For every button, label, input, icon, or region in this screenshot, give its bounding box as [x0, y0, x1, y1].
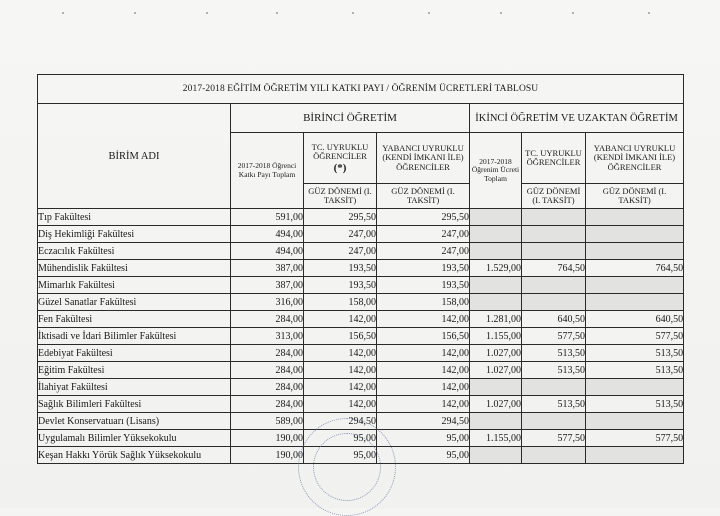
tc-birinci-fee-cell: 193,50 [304, 260, 377, 277]
ogrenim-ucreti-toplam-cell: 1.281,00 [470, 311, 522, 328]
katki-payi-toplam-cell: 494,00 [231, 243, 304, 260]
ogrenim-ucreti-toplam-cell [470, 294, 522, 311]
tc-star-note: (*) [333, 161, 347, 174]
ogrenim-ucreti-toplam-cell [470, 209, 522, 226]
katki-payi-toplam-cell: 190,00 [231, 447, 304, 464]
scan-speck [500, 12, 502, 14]
table-row [38, 209, 684, 226]
tc-ikinci-fee-cell: 513,50 [522, 362, 586, 379]
table-row [38, 311, 684, 328]
yabanci-ikinci-fee-cell [586, 447, 684, 464]
yabanci-birinci-fee-cell: 193,50 [377, 260, 470, 277]
ogrenim-ucreti-toplam-cell [470, 413, 522, 430]
katki-payi-toplam-cell: 591,00 [231, 209, 304, 226]
tc-ikinci-fee-cell: 577,50 [522, 328, 586, 345]
unit-name-cell: Mimarlık Fakültesi [38, 277, 231, 294]
table-row [38, 345, 684, 362]
table-row [38, 362, 684, 379]
yabanci-birinci-fee-cell: 95,00 [377, 430, 470, 447]
katki-payi-toplam-cell: 387,00 [231, 277, 304, 294]
tc-ikinci-fee-cell [522, 209, 586, 226]
unit-name-cell: Mühendislik Fakültesi [38, 260, 231, 277]
yabanci-ikinci-fee-cell [586, 226, 684, 243]
official-stamp [298, 418, 396, 516]
yabanci-birinci-fee-cell: 142,00 [377, 311, 470, 328]
ogrenim-ucreti-toplam-cell: 1.027,00 [470, 362, 522, 379]
scan-speck [648, 12, 650, 14]
scan-speck [276, 12, 278, 14]
yabanci-birinci-fee-cell: 142,00 [377, 396, 470, 413]
unit-name-cell: Edebiyat Fakültesi [38, 345, 231, 362]
yabanci-ikinci-fee-cell: 513,50 [586, 362, 684, 379]
table-row [38, 328, 684, 345]
tc-birinci-fee-cell: 142,00 [304, 345, 377, 362]
guz-donemi-header: GÜZ DÖNEMİ (I. TAKSİT) [304, 184, 377, 209]
ogrenim-ucreti-toplam-cell [470, 243, 522, 260]
unit-name-cell: Fen Fakültesi [38, 311, 231, 328]
scan-speck [428, 12, 430, 14]
ogrenim-ucreti-toplam-cell [470, 447, 522, 464]
yabanci-birinci-fee-cell: 95,00 [377, 447, 470, 464]
tc-birinci-fee-cell: 142,00 [304, 379, 377, 396]
tc-birinci-fee-cell: 193,50 [304, 277, 377, 294]
yabanci-uyruklu-birinci-header: YABANCI UYRUKLU (KENDİ İMKANI İLE) ÖĞRENCİLER [377, 133, 470, 184]
tc-uyruklu-birinci-label: TC. UYRUKLU ÖĞRENCİLER [311, 141, 369, 161]
tc-birinci-fee-cell: 156,50 [304, 328, 377, 345]
yabanci-birinci-fee-cell: 247,00 [377, 226, 470, 243]
yabanci-ikinci-fee-cell [586, 379, 684, 396]
tc-ikinci-fee-cell [522, 277, 586, 294]
scan-specks [0, 12, 720, 22]
ogrenim-ucreti-toplam-cell: 1.529,00 [470, 260, 522, 277]
yabanci-ikinci-fee-cell [586, 277, 684, 294]
yabanci-ikinci-fee-cell [586, 413, 684, 430]
yabanci-birinci-fee-cell: 142,00 [377, 362, 470, 379]
scan-speck [206, 12, 208, 14]
katki-payi-toplam-cell: 387,00 [231, 260, 304, 277]
tc-birinci-fee-cell: 95,00 [304, 447, 377, 464]
ogrenim-ucreti-toplam-cell [470, 379, 522, 396]
tc-ikinci-fee-cell [522, 243, 586, 260]
guz-donemi-header: GÜZ DÖNEMİ (I. TAKSİT) [522, 184, 586, 209]
unit-name-cell: Keşan Hakkı Yörük Sağlık Yüksekokulu [38, 447, 231, 464]
table-row [38, 260, 684, 277]
yabanci-ikinci-fee-cell: 577,50 [586, 328, 684, 345]
yabanci-uyruklu-ikinci-header: YABANCI UYRUKLU (KENDİ İMKANI İLE) ÖĞRENCİLER [586, 133, 684, 184]
yabanci-birinci-fee-cell: 247,00 [377, 243, 470, 260]
table-row [38, 243, 684, 260]
ikinci-ogretim-header: İKİNCİ ÖĞRETİM VE UZAKTAN ÖĞRETİM [470, 104, 684, 133]
unit-name-cell: Güzel Sanatlar Fakültesi [38, 294, 231, 311]
table-row [38, 396, 684, 413]
katki-payi-toplam-cell: 589,00 [231, 413, 304, 430]
tc-ikinci-fee-cell: 764,50 [522, 260, 586, 277]
tc-ikinci-fee-cell: 513,50 [522, 396, 586, 413]
katki-payi-toplam-cell: 284,00 [231, 362, 304, 379]
yabanci-ikinci-fee-cell [586, 294, 684, 311]
tc-ikinci-fee-cell: 513,50 [522, 345, 586, 362]
official-stamp-inner-ring [313, 433, 381, 501]
yabanci-birinci-fee-cell: 156,50 [377, 328, 470, 345]
tc-birinci-fee-cell: 247,00 [304, 226, 377, 243]
unit-name-cell: Eğitim Fakültesi [38, 362, 231, 379]
tc-birinci-fee-cell: 142,00 [304, 362, 377, 379]
ogrenim-ucreti-toplam-cell: 1.155,00 [470, 430, 522, 447]
tc-ikinci-fee-cell [522, 413, 586, 430]
birinci-ogretim-header: BİRİNCİ ÖĞRETİM [231, 104, 470, 133]
table-row [38, 226, 684, 243]
katki-payi-toplam-cell: 316,00 [231, 294, 304, 311]
table-row [38, 379, 684, 396]
tc-birinci-fee-cell: 158,00 [304, 294, 377, 311]
katki-payi-toplam-cell: 284,00 [231, 379, 304, 396]
yabanci-ikinci-fee-cell: 577,50 [586, 430, 684, 447]
ogrenim-ucreti-toplam-cell: 1.027,00 [470, 345, 522, 362]
katki-payi-toplam-cell: 313,00 [231, 328, 304, 345]
yabanci-ikinci-fee-cell [586, 209, 684, 226]
tc-ikinci-fee-cell [522, 379, 586, 396]
scan-speck [352, 12, 354, 14]
tc-birinci-fee-cell: 295,50 [304, 209, 377, 226]
tc-ikinci-fee-cell: 577,50 [522, 430, 586, 447]
tc-birinci-fee-cell: 95,00 [304, 430, 377, 447]
yabanci-ikinci-fee-cell: 513,50 [586, 345, 684, 362]
katki-payi-toplam-cell: 494,00 [231, 226, 304, 243]
scan-speck [134, 12, 136, 14]
yabanci-birinci-fee-cell: 142,00 [377, 345, 470, 362]
table-title: 2017-2018 EĞİTİM ÖĞRETİM YILI KATKI PAYI / ÖĞRENİM ÜCRETLERİ TABLOSU [38, 75, 684, 104]
scan-speck [572, 12, 574, 14]
tc-uyruklu-ikinci-header: TC. UYRUKLU ÖĞRENCİLER [522, 133, 586, 184]
guz-donemi-header: GÜZ DÖNEMİ (I. TAKSİT) [586, 184, 684, 209]
birim-adi-header: BİRİM ADI [38, 104, 231, 209]
yabanci-ikinci-fee-cell: 513,50 [586, 396, 684, 413]
table-row [38, 277, 684, 294]
tc-ikinci-fee-cell [522, 447, 586, 464]
yabanci-birinci-fee-cell: 193,50 [377, 277, 470, 294]
ogrenim-ucreti-toplam-cell [470, 226, 522, 243]
tc-birinci-fee-cell: 247,00 [304, 243, 377, 260]
tc-ikinci-fee-cell: 640,50 [522, 311, 586, 328]
yabanci-birinci-fee-cell: 295,50 [377, 209, 470, 226]
katki-payi-toplam-cell: 284,00 [231, 396, 304, 413]
yabanci-ikinci-fee-cell [586, 243, 684, 260]
unit-name-cell: Diş Hekimliği Fakültesi [38, 226, 231, 243]
tc-birinci-fee-cell: 142,00 [304, 396, 377, 413]
tc-ikinci-fee-cell [522, 294, 586, 311]
tc-uyruklu-birinci-header [304, 133, 377, 184]
unit-name-cell: Sağlık Bilimleri Fakültesi [38, 396, 231, 413]
tc-ikinci-fee-cell [522, 226, 586, 243]
ogrenim-ucreti-toplam-cell: 1.027,00 [470, 396, 522, 413]
yabanci-birinci-fee-cell: 294,50 [377, 413, 470, 430]
katki-payi-toplam-cell: 284,00 [231, 345, 304, 362]
scan-speck [62, 12, 64, 14]
unit-name-cell: Eczacılık Fakültesi [38, 243, 231, 260]
unit-name-cell: İktisadi ve İdari Bilimler Fakültesi [38, 328, 231, 345]
guz-donemi-header: GÜZ DÖNEMİ (I. TAKSİT) [377, 184, 470, 209]
ogrenim-ucreti-toplam-cell [470, 277, 522, 294]
table-row [38, 294, 684, 311]
ogrenim-ucreti-toplam-cell: 1.155,00 [470, 328, 522, 345]
katki-payi-toplam-cell: 284,00 [231, 311, 304, 328]
yabanci-ikinci-fee-cell: 764,50 [586, 260, 684, 277]
tc-birinci-fee-cell: 294,50 [304, 413, 377, 430]
tc-birinci-fee-cell: 142,00 [304, 311, 377, 328]
yabanci-birinci-fee-cell: 142,00 [377, 379, 470, 396]
yabanci-ikinci-fee-cell: 640,50 [586, 311, 684, 328]
yabanci-birinci-fee-cell: 158,00 [377, 294, 470, 311]
ogrenim-ucreti-toplam-header: 2017-2018 Öğrenim Ücreti Toplam [470, 133, 522, 209]
katki-payi-toplam-header: 2017-2018 Öğrenci Katkı Payı Toplam [231, 133, 304, 209]
unit-name-cell: Tıp Fakültesi [38, 209, 231, 226]
unit-name-cell: Uygulamalı Bilimler Yüksekokulu [38, 430, 231, 447]
katki-payi-toplam-cell: 190,00 [231, 430, 304, 447]
unit-name-cell: İlahiyat Fakültesi [38, 379, 231, 396]
fee-table [37, 74, 684, 464]
unit-name-cell: Devlet Konservatuarı (Lisans) [38, 413, 231, 430]
